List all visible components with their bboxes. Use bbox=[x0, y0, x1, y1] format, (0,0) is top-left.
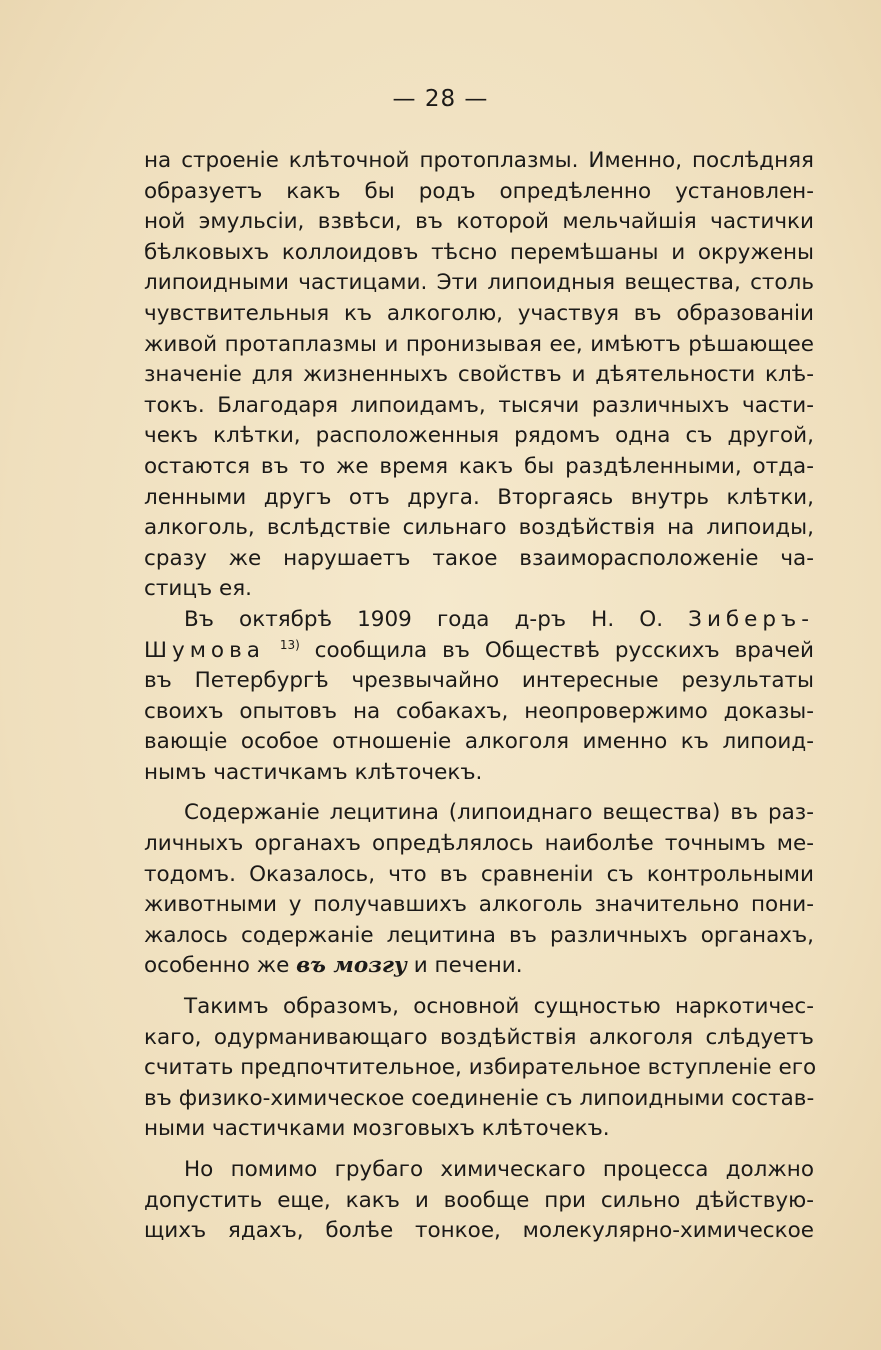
text-line: ной эмульсіи, взвѣси, въ которой мельчайшія частички bbox=[144, 209, 814, 235]
text-line: чувствительныя къ алкоголю, участвуя въ образованіи bbox=[144, 300, 814, 326]
text-line: образуетъ какъ бы родъ опредѣленно установлен- bbox=[144, 178, 814, 204]
paragraph-2 bbox=[144, 605, 814, 789]
text-line: считать предпочтительное, избирательное вступленіе его bbox=[144, 1055, 817, 1081]
text-line: бѣлковыхъ коллоидовъ тѣсно перемѣшаны и окружены bbox=[144, 239, 814, 265]
text-line: Содержаніе лецитина (липоиднаго вещества) въ раз- bbox=[184, 800, 814, 826]
text-fragment: и печени. bbox=[413, 953, 523, 979]
text-line: ленными другъ отъ друга. Вторгаясь внутрь клѣтки, bbox=[144, 484, 814, 510]
text-line: чекъ клѣтки, расположенныя рядомъ одна съ другой, bbox=[144, 423, 814, 449]
text-line bbox=[144, 636, 814, 667]
author-name-spaced: Шумова bbox=[144, 637, 265, 663]
text-line: нымъ частичкамъ клѣточекъ. bbox=[144, 759, 483, 785]
text-line: каго, одурманивающаго воздѣйствія алкоголя слѣдуетъ bbox=[144, 1024, 814, 1050]
text-line bbox=[144, 605, 814, 636]
text-line: допустить еще, какъ и вообще при сильно дѣйствую- bbox=[144, 1187, 814, 1213]
author-name-spaced: Зиберъ- bbox=[688, 606, 814, 632]
text-line: личныхъ органахъ опредѣлялось наиболѣе точнымъ ме- bbox=[144, 831, 814, 857]
text-line: вающіе особое отношеніе алкоголя именно къ липоид- bbox=[144, 729, 814, 755]
text-line: сразу же нарушаетъ такое взаиморасположеніе ча- bbox=[144, 545, 814, 571]
text-line: ными частичками мозговыхъ клѣточекъ. bbox=[144, 1116, 610, 1142]
paragraph-3 bbox=[144, 798, 814, 982]
text-line: въ физико-химическое соединеніе съ липоидными состав- bbox=[144, 1085, 815, 1111]
text-line: липоидными частицами. Эти липоидныя вещества, столь bbox=[144, 270, 814, 296]
text-line: Но помимо грубаго химическаго процесса должно bbox=[184, 1157, 814, 1182]
text-line: стицъ ея. bbox=[144, 576, 252, 602]
text-line: живой протаплазмы и пронизывая ее, имѣютъ рѣшающее bbox=[144, 331, 814, 357]
text-line: токъ. Благодаря липоидамъ, тысячи различныхъ части- bbox=[144, 392, 814, 418]
text-fragment: Въ октябрѣ 1909 года д-ръ Н. О. bbox=[184, 606, 664, 632]
body-text bbox=[144, 146, 817, 1247]
text-fragment: сообщила въ Обществѣ русскихъ врачей bbox=[314, 637, 814, 663]
text-line: щихъ ядахъ, болѣе тонкое, молекулярно-химическое bbox=[144, 1218, 814, 1244]
text-line: на строеніе клѣточной протоплазмы. Именно, послѣдняя bbox=[144, 148, 814, 173]
text-line: въ Петербургѣ чрезвычайно интересные результаты bbox=[144, 668, 814, 694]
italic-emphasis: въ мозгу bbox=[296, 953, 407, 979]
text-line: остаются въ то же время какъ бы раздѣленными, отда- bbox=[144, 453, 814, 479]
footnote-reference: 13) bbox=[279, 637, 300, 652]
text-fragment: особенно же bbox=[144, 953, 290, 979]
text-line: тодомъ. Оказалось, что въ сравненіи съ контрольными bbox=[144, 861, 814, 887]
text-line: Такимъ образомъ, основной сущностью наркотичес- bbox=[184, 994, 814, 1020]
paragraph-1 bbox=[144, 146, 814, 605]
text-line: животными у получавшихъ алкоголь значительно пони- bbox=[144, 892, 814, 918]
paragraph-4 bbox=[144, 992, 817, 1145]
page-number: — 28 — bbox=[392, 86, 489, 112]
text-line bbox=[144, 951, 814, 982]
text-line: жалось содержаніе лецитина въ различныхъ органахъ, bbox=[144, 922, 814, 948]
text-line: своихъ опытовъ на собакахъ, неопровержимо доказы- bbox=[144, 698, 814, 724]
text-line: значеніе для жизненныхъ свойствъ и дѣятельности клѣ- bbox=[144, 362, 814, 388]
text-line: алкоголь, вслѣдствіе сильнаго воздѣйствія на липоиды, bbox=[144, 515, 814, 541]
paragraph-5 bbox=[144, 1155, 814, 1247]
